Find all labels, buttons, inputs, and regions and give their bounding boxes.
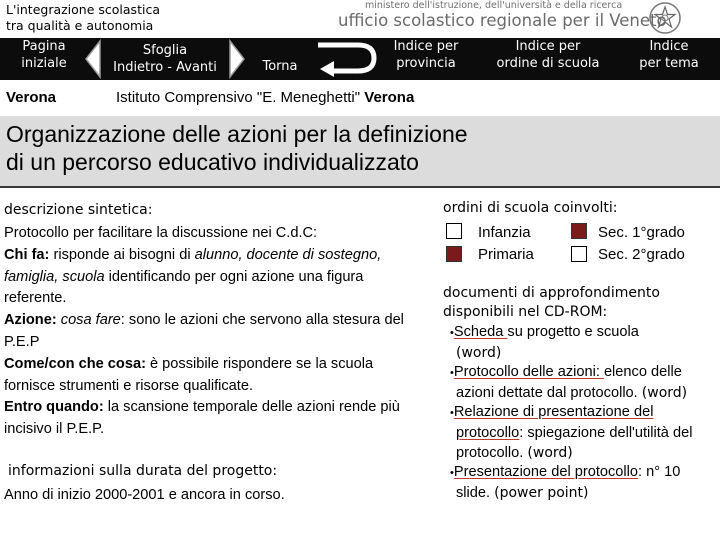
school-name-text: Istituto Comprensivo "E. Meneghetti" <box>116 89 361 106</box>
nav-browse-line1: Sfoglia <box>142 43 188 58</box>
documents-heading <box>443 284 660 322</box>
list-item: •Presentazione del protocollo: n° 10 slide. (power point) <box>450 464 681 501</box>
when-text: la scansione temporale delle azioni rende più incisivo il P.E.P. <box>4 399 400 438</box>
italian-emblem-icon <box>648 1 682 35</box>
nav-prov-line2: provincia <box>396 56 456 71</box>
nav-home-line1: Pagina <box>22 39 66 54</box>
list-item: •Scheda su progetto e scuola (word) <box>450 324 639 361</box>
site-header <box>0 0 720 38</box>
nav-theme-line2: per tema <box>639 56 699 71</box>
office-label: ufficio scolastico regionale per il Veneto <box>338 11 667 30</box>
order-label-sec-2: Sec. 2°grado <box>598 246 685 263</box>
doc-link-presentazione[interactable]: Presentazione del protocollo <box>453 464 639 481</box>
order-label-primaria: Primaria <box>478 246 534 263</box>
doc-text: : spiegazione dell'utilità del protocollo. <box>456 424 693 461</box>
orders-heading: ordini di scuola coinvolti: <box>443 200 618 216</box>
ministry-label: ministero dell'istruzione, dell'università e della ricerca <box>365 0 623 11</box>
site-title-line2: tra qualità e autonomia <box>6 18 154 33</box>
nav-index-province-button[interactable] <box>382 38 470 72</box>
checkbox-infanzia <box>446 223 462 239</box>
site-title-line1: L'integrazione scolastica <box>6 2 160 17</box>
site-title <box>6 2 160 34</box>
when-label: Entro quando: <box>4 399 104 416</box>
who-roles: alunno, docente di sostegno, famiglia, scuola <box>4 246 382 285</box>
description-how <box>4 354 414 398</box>
nav-bar <box>0 38 720 80</box>
doc-text: : n° 10 slide. <box>456 464 681 501</box>
nav-index-theme-button[interactable] <box>630 38 708 72</box>
doc-text: su progetto e scuola <box>507 324 639 340</box>
nav-order-line1: Indice per <box>515 39 581 54</box>
who-text-b: identificando per ogni azione una figura referente. <box>4 268 364 307</box>
doc-link-scheda[interactable]: Scheda <box>453 324 508 340</box>
checkbox-primaria <box>446 246 462 262</box>
documents-heading-line1: documenti di approfondimento <box>443 285 660 301</box>
how-text: è possibile rispondere se la scuola fornisce strumenti e risorse qualificate. <box>4 355 374 394</box>
nav-theme-line1: Indice <box>649 39 689 54</box>
nav-index-order-button[interactable] <box>488 38 608 72</box>
nav-home-button[interactable] <box>4 38 84 72</box>
return-arrow-icon[interactable] <box>312 39 380 77</box>
description-who <box>4 245 414 310</box>
description-when <box>4 397 414 441</box>
page-title <box>6 120 706 176</box>
doc-format: (word) <box>456 344 502 361</box>
description-action <box>4 310 414 354</box>
doc-text: elenco delle azioni dettate dal protocollo. <box>456 364 682 401</box>
who-text-a: risponde ai bisogni di <box>49 246 195 263</box>
school-name <box>116 89 414 106</box>
description-heading: descrizione sintetica: <box>4 202 153 218</box>
checkbox-sec-2 <box>571 246 587 262</box>
doc-format: (word) <box>527 444 573 461</box>
duration-text: Anno di inizio 2000-2001 e ancora in corso. <box>4 487 285 503</box>
documents-heading-line2: disponibili nel CD-ROM: <box>443 304 608 320</box>
list-item: •Protocollo delle azioni: elenco delle azioni dettate dal protocollo. (word) <box>450 364 688 401</box>
action-em: cosa fare <box>60 312 121 329</box>
doc-format: (word) <box>641 384 688 401</box>
list-item: •Relazione di presentazione del protocollo: spiegazione dell'utilità del protocollo. (word) <box>450 404 693 461</box>
checkbox-sec-1 <box>571 223 587 239</box>
nav-order-line2: ordine di scuola <box>496 56 600 71</box>
page-title-line2: di un percorso educativo individualizzato <box>6 149 419 175</box>
doc-link-relazione[interactable]: Relazione di presentazione del protocollo <box>453 404 654 441</box>
doc-format: (power point) <box>494 484 589 501</box>
nav-prov-line1: Indice per <box>393 39 459 54</box>
page-title-line1: Organizzazione delle azioni per la definizione <box>6 121 468 147</box>
how-label: Come/con che cosa: <box>4 355 146 372</box>
nav-browse-button[interactable] <box>100 42 230 76</box>
nav-browse-line2: Indietro - Avanti <box>113 60 217 75</box>
order-label-sec-1: Sec. 1°grado <box>598 224 685 241</box>
duration-heading: informazioni sulla durata del progetto: <box>8 463 278 479</box>
nav-home-line2: iniziale <box>21 56 67 71</box>
doc-link-protocollo-azioni[interactable]: Protocollo delle azioni: <box>453 364 604 381</box>
arrow-right-icon[interactable] <box>228 39 246 79</box>
city-label: Verona <box>6 89 57 106</box>
documents-list <box>448 323 718 503</box>
school-city: Verona <box>364 89 415 106</box>
description-intro: Protocollo per facilitare la discussione nei C.d.C: <box>4 225 318 241</box>
action-label: Azione: <box>4 312 57 329</box>
order-label-infanzia: Infanzia <box>478 224 531 241</box>
nav-back-button[interactable]: Torna <box>262 59 298 74</box>
who-label: Chi fa: <box>4 246 50 263</box>
action-text: : sono le azioni che servono alla stesura del P.E.P <box>4 312 404 350</box>
description-body <box>4 223 414 441</box>
